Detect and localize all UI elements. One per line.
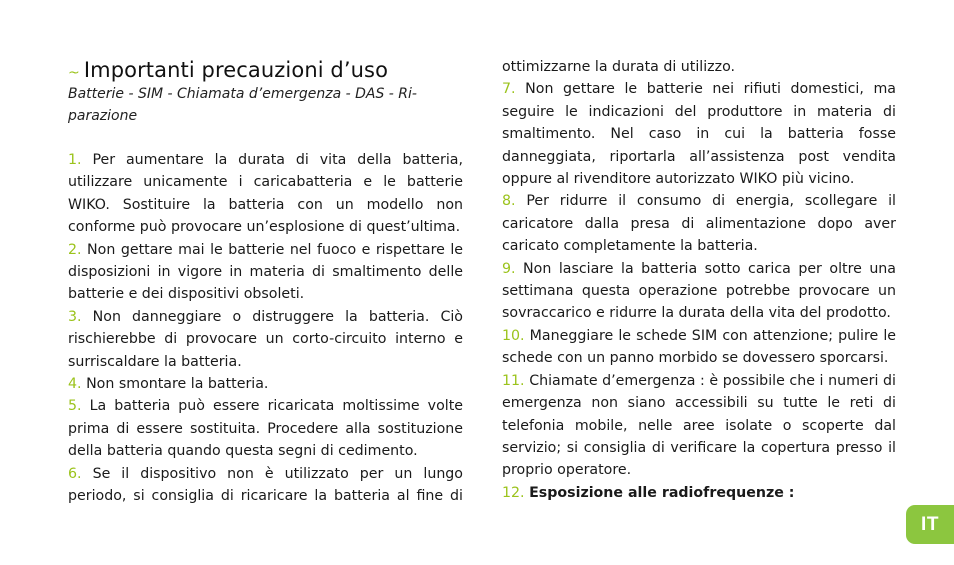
item-number: 2. [68,241,82,258]
section-subtitle: Batterie - SIM - Chiamata d’emergenza - DAS - Ri-parazione [68,86,417,124]
list-item [68,395,463,462]
list-item [502,190,896,257]
item-text: Per ridurre il consumo di energia, scollegare il caricatore dalla presa di alimentazione dopo aver caricato completamente la batteria. [502,193,896,255]
item-text: Maneggiare le schede SIM con attenzione; pulire le schede con un panno morbido se dovessero sporcarsi. [502,327,896,367]
item-heading: Esposizione alle radiofrequenze : [529,484,795,501]
list-item [502,258,896,325]
list-item [502,325,896,370]
list-item [68,463,463,508]
item-number: 11. [502,372,525,389]
item-number: 10. [502,327,525,344]
list-item [68,149,463,239]
list-item [68,239,463,306]
item-number: 3. [68,308,82,325]
list-item [502,78,896,190]
item-text: Chiamate d’emergenza : è possibile che i numeri di emergenza non siano accessibili su tutte le reti di telefonia mobile, nelle aree isolate o scoperte dal servizio; si consiglia di verificare la copertura presso il proprio operatore. [502,372,896,479]
item-text: Non lasciare la batteria sotto carica per oltre una settimana questa operazione potrebbe provocare un sovraccarico e ridurre la durata della vita del prodotto. [502,260,896,322]
tilde-mark: ~ [68,65,80,81]
section-title-text: Importanti precauzioni d’uso [83,58,389,82]
item-number: 4. [68,376,82,393]
item-text: Per aumentare la durata di vita della batteria, utilizzare unicamente i caricabatteria e le batterie WIKO. Sostituire la batteria con un modello non conforme può provocare un’esplosione di quest’ultima. [68,152,464,236]
item-text: Non smontare la batteria. [86,376,269,393]
item-text: La batteria può essere ricaricata moltissime volte prima di essere sostituita. Procedere alla sostituzione della batteria quando questa segni di cedimento. [68,398,463,460]
item-number: 6. [68,465,82,482]
item-number: 5. [68,398,82,415]
item-number: 1. [68,152,82,168]
item-number: 7. [502,81,516,98]
item-text: Non gettare mai le batterie nel fuoco e rispettare le disposizioni in vigore in materia di smaltimento delle batterie e dei dispositivi obsoleti. [68,241,463,303]
language-tab: IT [906,505,954,544]
left-column [68,149,463,508]
item-number: 9. [502,260,516,277]
list-item [68,373,463,395]
list-item [502,482,896,504]
item-text: Non gettare le batterie nei rifiuti domestici, ma seguire le indicazioni del produttore in materia di smaltimento. Nel caso in cui la batteria fosse danneggiata, riportarla all’assistenza post vendita oppure al rivenditore autorizzato WIKO più vicino. [502,81,896,188]
list-item [68,306,463,373]
list-item [502,370,896,482]
continuation-text: ottimizzarne la durata di utilizzo. [502,59,736,75]
item-number: 8. [502,193,516,210]
item-text: Se il dispositivo non è utilizzato per un lungo periodo, si consiglia di ricaricare la batteria al fine di [68,465,463,505]
item-number: 12. [502,484,525,501]
right-column [502,56,896,504]
item-text: Non danneggiare o distruggere la batteria. Ciò rischierebbe di provocare un corto-circuito interno e surriscaldare la batteria. [68,308,463,370]
